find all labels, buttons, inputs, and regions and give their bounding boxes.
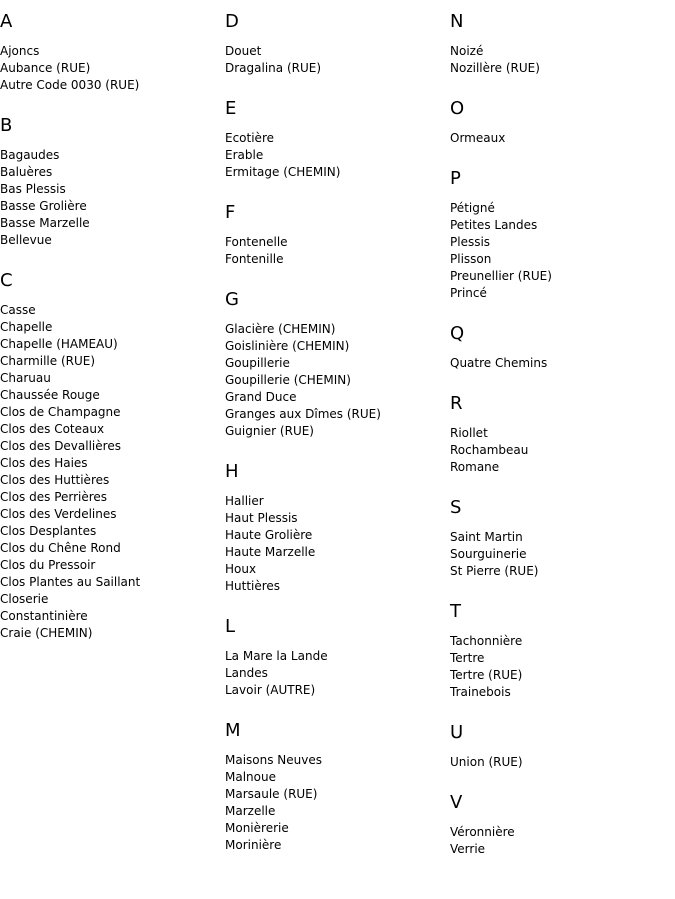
street-link[interactable]: Clos des Haies xyxy=(0,456,88,470)
street-link[interactable]: Clos des Perrières xyxy=(0,490,108,504)
letter-group xyxy=(450,166,670,302)
street-link[interactable]: Goislinière (CHEMIN) xyxy=(225,339,350,353)
street-link[interactable]: Craie (CHEMIN) xyxy=(0,626,93,640)
street-link[interactable]: Tertre xyxy=(450,651,485,665)
street-link[interactable]: Landes xyxy=(225,666,268,680)
street-link[interactable]: Dragalina (RUE) xyxy=(225,61,322,75)
street-link[interactable]: Fontenille xyxy=(225,252,284,266)
letter-heading: M xyxy=(225,720,241,741)
street-link[interactable]: Closerie xyxy=(0,592,49,606)
street-link[interactable]: Basse Marzelle xyxy=(0,216,90,230)
letter-group xyxy=(225,287,445,440)
letter-heading: E xyxy=(225,98,237,119)
street-link[interactable]: Houx xyxy=(225,562,257,576)
street-link[interactable]: Clos des Devallières xyxy=(0,439,121,453)
street-link[interactable]: Plessis xyxy=(450,235,491,249)
street-link[interactable]: Tertre (RUE) xyxy=(450,668,523,682)
street-link[interactable]: Véronnière xyxy=(450,825,515,839)
street-link[interactable]: Noizé xyxy=(450,44,484,58)
street-link[interactable]: Quatre Chemins xyxy=(450,356,548,370)
street-link[interactable]: Douet xyxy=(225,44,262,58)
letter-heading: V xyxy=(450,792,463,813)
letter-heading: C xyxy=(0,270,13,291)
street-link[interactable]: Princé xyxy=(450,286,487,300)
street-link[interactable]: Autre Code 0030 (RUE) xyxy=(0,78,140,92)
letter-group xyxy=(225,96,445,181)
letter-group xyxy=(450,96,670,147)
street-link[interactable]: Haute Marzelle xyxy=(225,545,316,559)
street-link[interactable]: Haute Grolière xyxy=(225,528,313,542)
letter-group xyxy=(225,459,445,595)
street-link[interactable]: Preunellier (RUE) xyxy=(450,269,552,283)
letter-group xyxy=(450,495,670,580)
letter-group xyxy=(225,718,445,854)
letter-group xyxy=(450,720,670,771)
street-link[interactable]: Plisson xyxy=(450,252,492,266)
street-link[interactable]: Constantinière xyxy=(0,609,88,623)
street-link[interactable]: Monièrerie xyxy=(225,821,289,835)
letter-heading: L xyxy=(225,616,236,637)
index-column-2 xyxy=(225,9,445,873)
letter-group xyxy=(0,268,220,642)
street-link[interactable]: Erable xyxy=(225,148,264,162)
street-link[interactable]: La Mare la Lande xyxy=(225,649,328,663)
street-link[interactable]: Chapelle xyxy=(0,320,53,334)
letter-group xyxy=(450,599,670,701)
street-link[interactable]: Bagaudes xyxy=(0,148,60,162)
street-link[interactable]: Ermitage (CHEMIN) xyxy=(225,165,341,179)
letter-heading: O xyxy=(450,98,465,119)
letter-group xyxy=(0,113,220,249)
street-link[interactable]: Baluères xyxy=(0,165,53,179)
street-link[interactable]: Charuau xyxy=(0,371,51,385)
street-link[interactable]: Huttières xyxy=(225,579,281,593)
street-link[interactable]: Chaussée Rouge xyxy=(0,388,100,402)
street-link[interactable]: Charmille (RUE) xyxy=(0,354,96,368)
letter-group xyxy=(450,391,670,476)
letter-heading: H xyxy=(225,461,239,482)
street-link[interactable]: Bellevue xyxy=(0,233,52,247)
street-link[interactable]: Basse Grolière xyxy=(0,199,87,213)
street-link[interactable]: Malnoue xyxy=(225,770,276,784)
street-link[interactable]: Goupillerie xyxy=(225,356,290,370)
letter-group xyxy=(450,790,670,858)
letter-heading: S xyxy=(450,497,462,518)
street-link[interactable]: Maisons Neuves xyxy=(225,753,323,767)
letter-heading: N xyxy=(450,11,464,32)
street-link[interactable]: Ecotière xyxy=(225,131,274,145)
street-link[interactable]: Hallier xyxy=(225,494,264,508)
street-link[interactable]: Clos des Verdelines xyxy=(0,507,117,521)
letter-group xyxy=(225,9,445,77)
street-link[interactable]: Verrie xyxy=(450,842,486,856)
letter-group xyxy=(450,321,670,372)
street-link[interactable]: Glacière (CHEMIN) xyxy=(225,322,336,336)
street-link[interactable]: Ajoncs xyxy=(0,44,40,58)
street-link[interactable]: Saint Martin xyxy=(450,530,523,544)
letter-heading: F xyxy=(225,202,236,223)
letter-heading: R xyxy=(450,393,463,414)
street-link[interactable]: Clos Plantes au Saillant xyxy=(0,575,141,589)
street-link[interactable]: Romane xyxy=(450,460,500,474)
street-link[interactable]: Clos du Pressoir xyxy=(0,558,96,572)
street-link[interactable]: Clos des Huttières xyxy=(0,473,110,487)
street-link[interactable]: Riollet xyxy=(450,426,488,440)
index-column-1 xyxy=(0,9,220,661)
street-link[interactable]: Morinière xyxy=(225,838,282,852)
street-link[interactable]: Trainebois xyxy=(450,685,511,699)
street-link[interactable]: Aubance (RUE) xyxy=(0,61,91,75)
street-link[interactable]: Haut Plessis xyxy=(225,511,298,525)
letter-heading: T xyxy=(450,601,461,622)
street-link[interactable]: Clos des Coteaux xyxy=(0,422,105,436)
street-link[interactable]: Clos de Champagne xyxy=(0,405,121,419)
street-link[interactable]: Chapelle (HAMEAU) xyxy=(0,337,118,351)
letter-group xyxy=(225,614,445,699)
letter-heading: U xyxy=(450,722,464,743)
index-column-3 xyxy=(450,9,670,877)
letter-heading: A xyxy=(0,11,13,32)
street-link[interactable]: Petites Landes xyxy=(450,218,538,232)
street-link[interactable]: Clos du Chêne Rond xyxy=(0,541,121,555)
street-link[interactable]: Marsaule (RUE) xyxy=(225,787,318,801)
letter-group xyxy=(450,9,670,77)
street-link[interactable]: Nozillère (RUE) xyxy=(450,61,540,75)
street-link[interactable]: Pétigné xyxy=(450,201,495,215)
street-link[interactable]: Clos Desplantes xyxy=(0,524,97,538)
letter-heading: B xyxy=(0,115,13,136)
letter-heading: G xyxy=(225,289,239,310)
street-link[interactable]: Ormeaux xyxy=(450,131,506,145)
letter-heading: P xyxy=(450,168,461,189)
letter-heading: D xyxy=(225,11,239,32)
street-link[interactable]: Lavoir (AUTRE) xyxy=(225,683,316,697)
street-link[interactable]: Goupillerie (CHEMIN) xyxy=(225,373,351,387)
street-link[interactable]: Bas Plessis xyxy=(0,182,66,196)
street-link[interactable]: Fontenelle xyxy=(225,235,288,249)
street-link[interactable]: Casse xyxy=(0,303,36,317)
street-link[interactable]: Union (RUE) xyxy=(450,755,523,769)
street-link[interactable]: Rochambeau xyxy=(450,443,529,457)
letter-group xyxy=(225,200,445,268)
street-link[interactable]: Guignier (RUE) xyxy=(225,424,314,438)
street-link[interactable]: Tachonnière xyxy=(450,634,523,648)
street-link[interactable]: Granges aux Dîmes (RUE) xyxy=(225,407,381,421)
letter-heading: Q xyxy=(450,323,465,344)
letter-group xyxy=(0,9,220,94)
street-link[interactable]: Sourguinerie xyxy=(450,547,527,561)
street-link[interactable]: St Pierre (RUE) xyxy=(450,564,539,578)
street-link[interactable]: Marzelle xyxy=(225,804,276,818)
street-link[interactable]: Grand Duce xyxy=(225,390,297,404)
